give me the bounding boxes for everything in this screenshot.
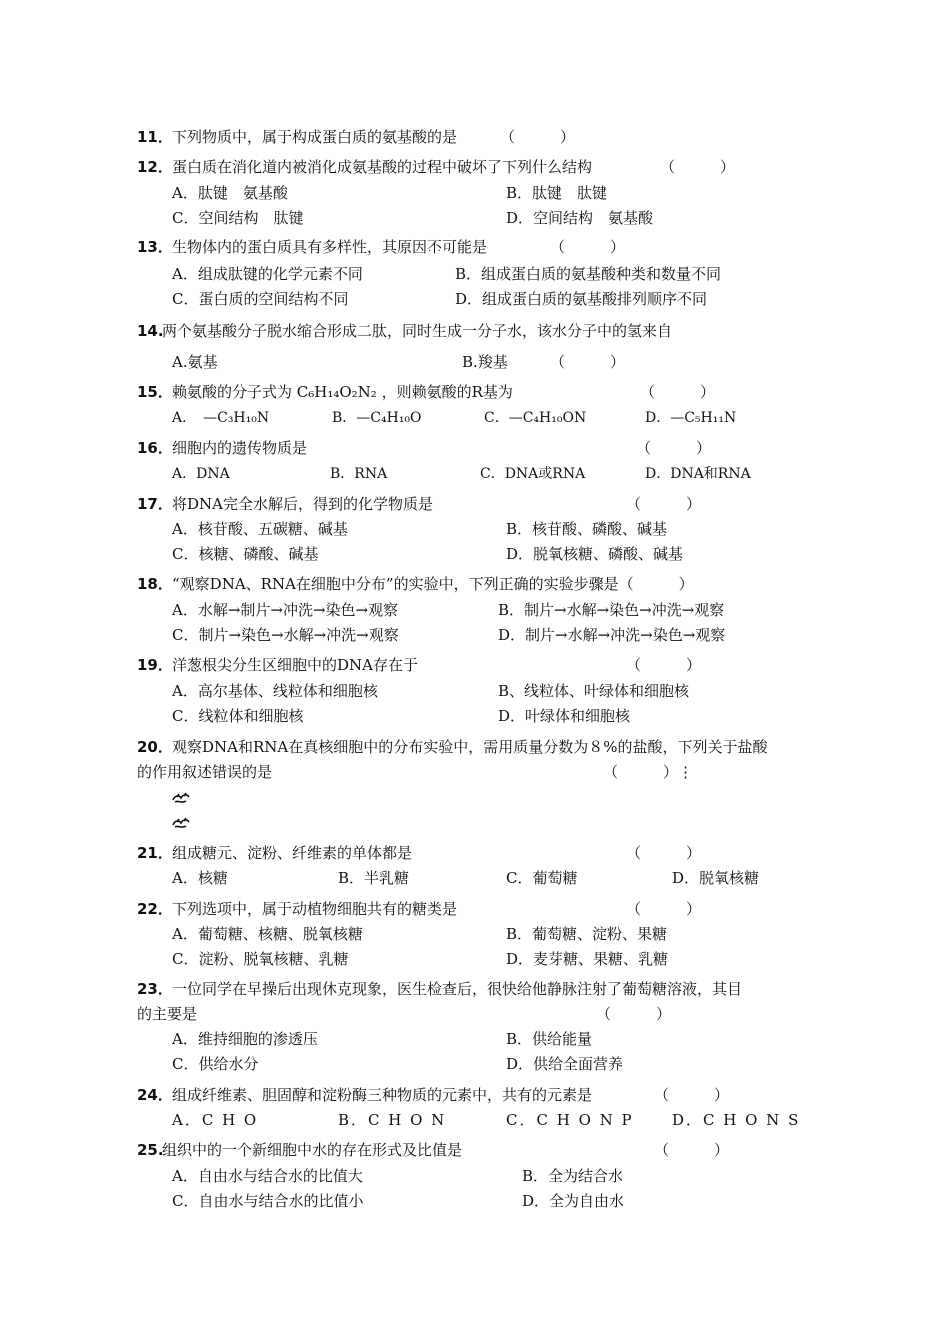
option-b: B．组成蛋白质的氨基酸种类和数量不同 xyxy=(455,265,722,283)
question-stem: 组织中的一个新细胞中水的存在形式及比值是 xyxy=(162,1141,463,1159)
question-stem: 蛋白质在消化道内被消化成氨基酸的过程中破坏了下列什么结构 xyxy=(172,158,593,176)
option-d: D．空间结构 氨基酸 xyxy=(506,209,654,227)
question-12 xyxy=(0,155,950,179)
option-c: C．自由水与结合水的比值小 xyxy=(172,1192,364,1210)
options-row xyxy=(0,406,950,430)
question-23 xyxy=(0,977,950,1001)
question-number: 24． xyxy=(137,1086,173,1104)
options-row xyxy=(0,287,950,311)
option-a: A．水解→制片→冲洗→染色→观察 xyxy=(172,601,399,619)
stem-part: 是 xyxy=(472,238,488,256)
question-23-cont xyxy=(0,1002,950,1026)
formula-glyph-icon xyxy=(172,816,190,830)
option-b: B.羧基 xyxy=(462,353,508,371)
option-c: C．淀粉、脱氧核糖、乳糖 xyxy=(172,950,349,968)
answer-paren: （ ） xyxy=(550,238,626,256)
question-stem: 细胞内的遗传物质是 xyxy=(172,439,308,457)
option-b: B．葡萄糖、淀粉、果糖 xyxy=(506,925,668,943)
question-number: 20． xyxy=(137,738,173,756)
stem-part: 生物体内的蛋白质具有多样性，其原因 xyxy=(172,238,428,256)
option-c: C．制片→染色→水解→冲洗→观察 xyxy=(172,626,399,644)
options-row xyxy=(0,517,950,541)
answer-paren: （ ） xyxy=(500,128,576,146)
answer-paren: （ ） xyxy=(640,383,716,401)
question-number: 12． xyxy=(137,158,173,176)
option-a: A．自由水与结合水的比值大 xyxy=(172,1167,363,1185)
question-stem: 将DNA完全水解后，得到的化学物质是 xyxy=(172,495,433,513)
question-18 xyxy=(0,572,950,596)
question-number: 11． xyxy=(137,128,173,146)
question-stem: 组成纤维素、胆固醇和淀粉酶三种物质的元素中，共有的元素是 xyxy=(172,1086,593,1104)
option-a: A．DNA xyxy=(172,466,230,482)
option-b: B．—C₄H₁₀O xyxy=(332,410,422,426)
option-a: A．核糖 xyxy=(172,869,228,887)
option-a: A．C H O xyxy=(172,1111,259,1129)
option-b: B．核苷酸、磷酸、碱基 xyxy=(506,520,668,538)
question-number: 18． xyxy=(137,575,173,593)
formula-glyph-icon xyxy=(172,791,190,805)
question-stem: 组成糖元、淀粉、纤维素的单体都是 xyxy=(172,844,413,862)
question-stem: 洋葱根尖分生区细胞中的DNA存在于 xyxy=(172,656,418,674)
option-b: B．制片→水解→染色→冲洗→观察 xyxy=(498,601,725,619)
question-13 xyxy=(0,235,950,259)
option-a: A.氨基 xyxy=(172,353,218,371)
option-c: C．线粒体和细胞核 xyxy=(172,707,304,725)
options-row xyxy=(0,623,950,647)
options-row xyxy=(0,1189,950,1213)
option-d: D．制片→水解→冲洗→染色→观察 xyxy=(498,626,726,644)
option-c: C．葡萄糖 xyxy=(506,869,578,887)
question-24 xyxy=(0,1083,950,1107)
options-row xyxy=(0,1164,950,1188)
answer-paren: （ ） xyxy=(626,900,702,918)
question-stem: 下列物质中，属于构成蛋白质的氨基酸的是 xyxy=(172,128,458,146)
options-row xyxy=(0,462,950,486)
question-number: 23． xyxy=(137,980,173,998)
option-c: C．供给水分 xyxy=(172,1055,259,1073)
option-b: B．肽键 肽键 xyxy=(506,184,608,202)
option-a: A．高尔基体、线粒体和细胞核 xyxy=(172,682,378,700)
option-d: D．供给全面营养 xyxy=(506,1055,624,1073)
option-c: C．蛋白质的空间结构不同 xyxy=(172,290,349,308)
options-row xyxy=(0,704,950,728)
option-b: B．RNA xyxy=(330,466,388,482)
answer-paren: （ ） xyxy=(596,1005,672,1023)
option-b: B．供给能量 xyxy=(506,1030,593,1048)
question-stem: 的主要是 xyxy=(137,1005,198,1023)
option-d: D．DNA和RNA xyxy=(645,466,751,482)
question-25 xyxy=(0,1138,950,1162)
option-a: A． —C₃H₁₀N xyxy=(172,410,270,426)
option-d: D．C H O N S xyxy=(672,1111,801,1129)
question-stem: 下列选项中，属于动植物细胞共有的糖类是 xyxy=(172,900,458,918)
question-14 xyxy=(0,319,950,343)
question-20-cont xyxy=(0,760,950,784)
question-number: 19． xyxy=(137,656,173,674)
options-row xyxy=(0,1027,950,1051)
question-stem: 的作用叙述错误的是 xyxy=(137,763,273,781)
option-d: D．—C₅H₁₁N xyxy=(645,410,737,426)
question-17 xyxy=(0,492,950,516)
options-row xyxy=(0,1052,950,1076)
options-row xyxy=(0,679,950,703)
option-d: D．脱氧核糖 xyxy=(672,869,760,887)
option-d: D．脱氧核糖、磷酸、碱基 xyxy=(506,545,684,563)
option-c: C．空间结构 肽键 xyxy=(172,209,304,227)
option-c: C．—C₄H₁₀ON xyxy=(484,410,587,426)
options-row xyxy=(0,262,950,286)
option-b: B．半乳糖 xyxy=(338,869,410,887)
question-16 xyxy=(0,436,950,460)
question-number: 22． xyxy=(137,900,173,918)
option-a: A．组成肽键的化学元素不同 xyxy=(172,265,363,283)
question-stem: 观察DNA和RNA在真核细胞中的分布实验中，需用质量分数为８%的盐酸，下列关于盐酸 xyxy=(172,738,768,756)
option-a: A．核苷酸、五碳糖、碱基 xyxy=(172,520,348,538)
options-row xyxy=(0,947,950,971)
option-d: D．叶绿体和细胞核 xyxy=(498,707,631,725)
option-c: C．C H O N P xyxy=(506,1111,634,1129)
option-d: D．全为自由水 xyxy=(522,1192,625,1210)
answer-paren: （ ） xyxy=(654,1141,730,1159)
question-number: 15． xyxy=(137,383,173,401)
options-row xyxy=(0,206,950,230)
question-15 xyxy=(0,380,950,404)
option-b: B．C H O N xyxy=(338,1111,447,1129)
options-row xyxy=(0,598,950,622)
question-stem xyxy=(172,235,487,259)
question-number: 16． xyxy=(137,439,173,457)
option-a: A．肽键 氨基酸 xyxy=(172,184,288,202)
answer-paren: （ ） xyxy=(550,353,626,371)
options-row xyxy=(0,181,950,205)
options-row xyxy=(0,922,950,946)
question-stem: 两个氨基酸分子脱水缩合形成二肽，同时生成一分子水，该水分子中的氢来自 xyxy=(162,322,673,340)
option-c: C．核糖、磷酸、碱基 xyxy=(172,545,319,563)
options-row xyxy=(0,866,950,890)
question-number: 17． xyxy=(137,495,173,513)
answer-paren: （ ） xyxy=(626,495,702,513)
answer-paren: （ ）⋮ xyxy=(603,763,694,781)
option-b: B．全为结合水 xyxy=(522,1167,624,1185)
option-b: B、线粒体、叶绿体和细胞核 xyxy=(498,682,690,700)
option-c: C．DNA或RNA xyxy=(480,466,586,482)
question-19 xyxy=(0,653,950,677)
question-number: 25. xyxy=(137,1141,164,1159)
question-20 xyxy=(0,735,950,759)
option-d: D．麦芽糖、果糖、乳糖 xyxy=(506,950,669,968)
emphasis-text: 不可能 · · · xyxy=(427,235,472,259)
options-row xyxy=(0,350,950,374)
answer-paren: （ ） xyxy=(660,158,736,176)
question-stem: “观察DNA、RNA在细胞中分布”的实验中，下列正确的实验步骤是（ ） xyxy=(172,575,694,593)
question-22 xyxy=(0,897,950,921)
question-21 xyxy=(0,841,950,865)
option-d: D．组成蛋白质的氨基酸排列顺序不同 xyxy=(455,290,708,308)
option-a: A．葡萄糖、核糖、脱氧核糖 xyxy=(172,925,363,943)
question-11 xyxy=(0,125,950,149)
option-a: A．维持细胞的渗透压 xyxy=(172,1030,318,1048)
question-number: 14. xyxy=(137,322,164,340)
answer-paren: （ ） xyxy=(654,1086,730,1104)
answer-paren: （ ） xyxy=(626,656,702,674)
question-stem: 一位同学在早操后出现休克现象，医生检查后，很快给他静脉注射了葡萄糖溶液，其目 xyxy=(172,980,743,998)
question-stem: 赖氨酸的分子式为 C₆H₁₄O₂N₂ ，则赖氨酸的R基为 xyxy=(172,383,513,401)
options-row xyxy=(0,1108,950,1132)
answer-paren: （ ） xyxy=(626,844,702,862)
answer-paren: （ ） xyxy=(636,439,712,457)
question-number: 13． xyxy=(137,238,173,256)
question-number: 21． xyxy=(137,844,173,862)
options-row xyxy=(0,542,950,566)
